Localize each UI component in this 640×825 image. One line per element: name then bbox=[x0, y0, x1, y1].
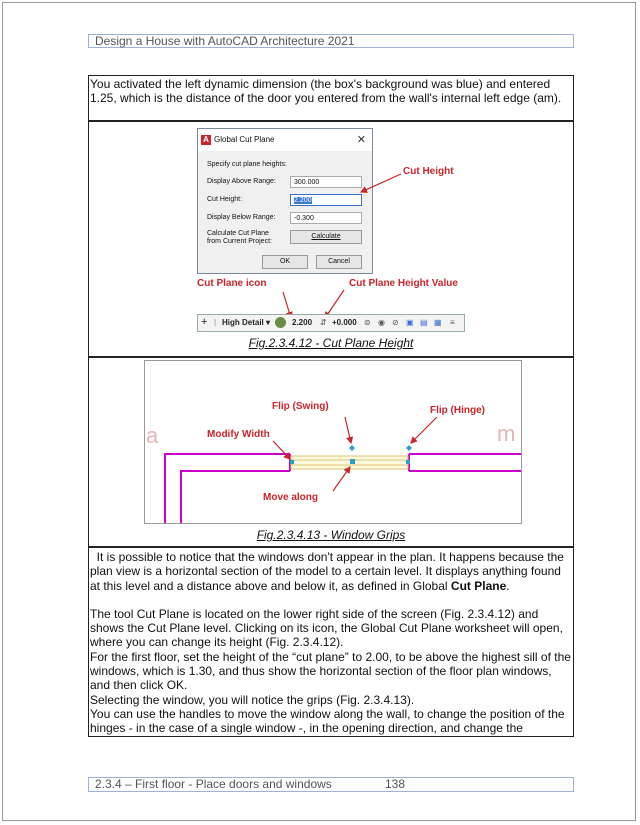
annotation-cut-height: Cut Height bbox=[403, 166, 454, 177]
dialog-subtitle: Specify cut plane heights: bbox=[207, 161, 287, 168]
status-bar bbox=[197, 314, 465, 332]
elevation-offset-value[interactable]: +0.000 bbox=[332, 318, 357, 327]
intro-paragraph: You activated the left dynamic dimension (the box's background was blue) and entered 1.25, which is the distance of the door you entered from the wall's internal left edge (am). bbox=[88, 75, 574, 121]
annotation-flip-hinge: Flip (Hinge) bbox=[430, 405, 485, 416]
close-icon[interactable]: ✕ bbox=[356, 134, 366, 146]
cut-plane-height-value[interactable]: 2.200 bbox=[292, 318, 313, 327]
figure-window-grips bbox=[88, 357, 574, 547]
properties-icon[interactable]: ▦ bbox=[434, 318, 442, 327]
calculate-label-2: from Current Project: bbox=[207, 238, 272, 245]
paragraph-3: For the first floor, set the height of the “cut plane” to 2.00, to be above the highest sill of the windows, which is 1.30, and thus show the horizontal section of the floor plan windows, and then click OK. bbox=[90, 649, 571, 693]
plan-letter-right: m bbox=[497, 421, 516, 446]
calculate-label-1: Calculate Cut Plane bbox=[207, 230, 269, 237]
calculate-button[interactable]: Calculate bbox=[290, 230, 362, 244]
paragraph-spacer bbox=[90, 593, 573, 607]
grip-flip-hinge[interactable] bbox=[406, 445, 412, 451]
page-footer bbox=[88, 777, 574, 792]
arrow-cut-height bbox=[361, 174, 401, 192]
display-above-input[interactable]: 300.000 bbox=[290, 176, 362, 188]
wall-left-outer bbox=[165, 454, 290, 524]
cut-height-label: Cut Height: bbox=[207, 196, 243, 203]
page-header bbox=[88, 34, 574, 48]
paragraph-1 bbox=[90, 550, 573, 593]
annotation-flip-swing: Flip (Swing) bbox=[272, 401, 329, 412]
grip-width-right[interactable] bbox=[406, 460, 410, 464]
annotation-modify-width: Modify Width bbox=[207, 429, 270, 440]
arrow-flip-hinge bbox=[411, 417, 437, 443]
header-title: Design a House with AutoCAD Architecture 2021 bbox=[95, 34, 355, 48]
grip-flip-swing[interactable] bbox=[349, 445, 355, 451]
plan-letter-left: a bbox=[146, 423, 159, 448]
customize-icon[interactable]: ≡ bbox=[450, 318, 455, 327]
grip-width-left[interactable] bbox=[290, 460, 294, 464]
display-below-input[interactable]: -0.300 bbox=[290, 212, 362, 224]
detail-level-label: High Detail bbox=[222, 318, 264, 327]
hardware-icon[interactable]: ▤ bbox=[420, 318, 428, 327]
plus-icon[interactable]: + bbox=[201, 316, 208, 328]
annotation-move-along: Move along bbox=[263, 492, 319, 503]
isolate-icon[interactable]: ◉ bbox=[378, 318, 385, 327]
paragraph-1-end: . bbox=[506, 578, 510, 593]
cut-plane-icon[interactable] bbox=[275, 317, 286, 328]
annotation-cut-plane-icon: Cut Plane icon bbox=[197, 278, 267, 289]
arrow-flip-swing bbox=[345, 417, 351, 443]
arrow-move-along bbox=[333, 467, 350, 491]
body-text bbox=[88, 547, 574, 737]
elevation-offset-icon[interactable]: ⇵ bbox=[320, 318, 327, 327]
cut-height-value: 2.200 bbox=[294, 197, 312, 204]
cancel-button[interactable]: Cancel bbox=[316, 255, 362, 269]
paragraph-5: You can use the handles to move the window along the wall, to change the position of the hinges - in the case of a single window -, in the opening direction, and change the bbox=[90, 706, 565, 736]
ok-button[interactable]: OK bbox=[262, 255, 308, 269]
divider-icon: | bbox=[214, 318, 217, 327]
annotation-cut-plane-height-value: Cut Plane Height Value bbox=[349, 278, 458, 289]
footer-section: 2.3.4 – First floor - Place doors and windows bbox=[95, 777, 332, 791]
workspace-icon[interactable]: ▣ bbox=[406, 318, 414, 327]
paragraph-1-text: It is possible to notice that the windows don't appear in the plan. It happens because the plan view is a horizontal section of the model to a certain level. It displays anything found at this level and a distance above and below it, as defined in Global bbox=[90, 550, 568, 593]
annotation-scale-icon[interactable]: ⊘ bbox=[392, 318, 399, 327]
page-number: 138 bbox=[385, 777, 406, 791]
window-plan-view bbox=[144, 360, 522, 524]
arrow-modify-width bbox=[273, 441, 290, 459]
layer-icon[interactable]: ⊜ bbox=[364, 318, 371, 327]
figure-cut-plane bbox=[88, 121, 574, 357]
plan-drawing bbox=[145, 361, 522, 524]
dialog-title: Global Cut Plane bbox=[214, 135, 275, 144]
figure2-caption: Fig.2.3.4.13 - Window Grips bbox=[256, 528, 406, 542]
paragraph-1-bold: Cut Plane bbox=[450, 578, 507, 593]
figure1-caption: Fig.2.3.4.12 - Cut Plane Height bbox=[248, 336, 414, 350]
display-above-label: Display Above Range: bbox=[207, 178, 276, 185]
paragraph-4: Selecting the window, you will notice the grips (Fig. 2.3.4.13). bbox=[90, 692, 415, 707]
display-below-label: Display Below Range: bbox=[207, 214, 276, 221]
detail-level-dropdown[interactable]: High Detail ▾ bbox=[222, 318, 271, 327]
paragraph-2: The tool Cut Plane is located on the lower right side of the screen (Fig. 2.3.4.12) and shows the Cut Plane level. Clicking on its icon, the Global Cut Plane worksheet will open, where you can change its height (Fig. 2.3.4.12). bbox=[90, 606, 563, 650]
grip-move-along[interactable] bbox=[350, 459, 355, 464]
autocad-logo-icon: A bbox=[201, 135, 211, 145]
